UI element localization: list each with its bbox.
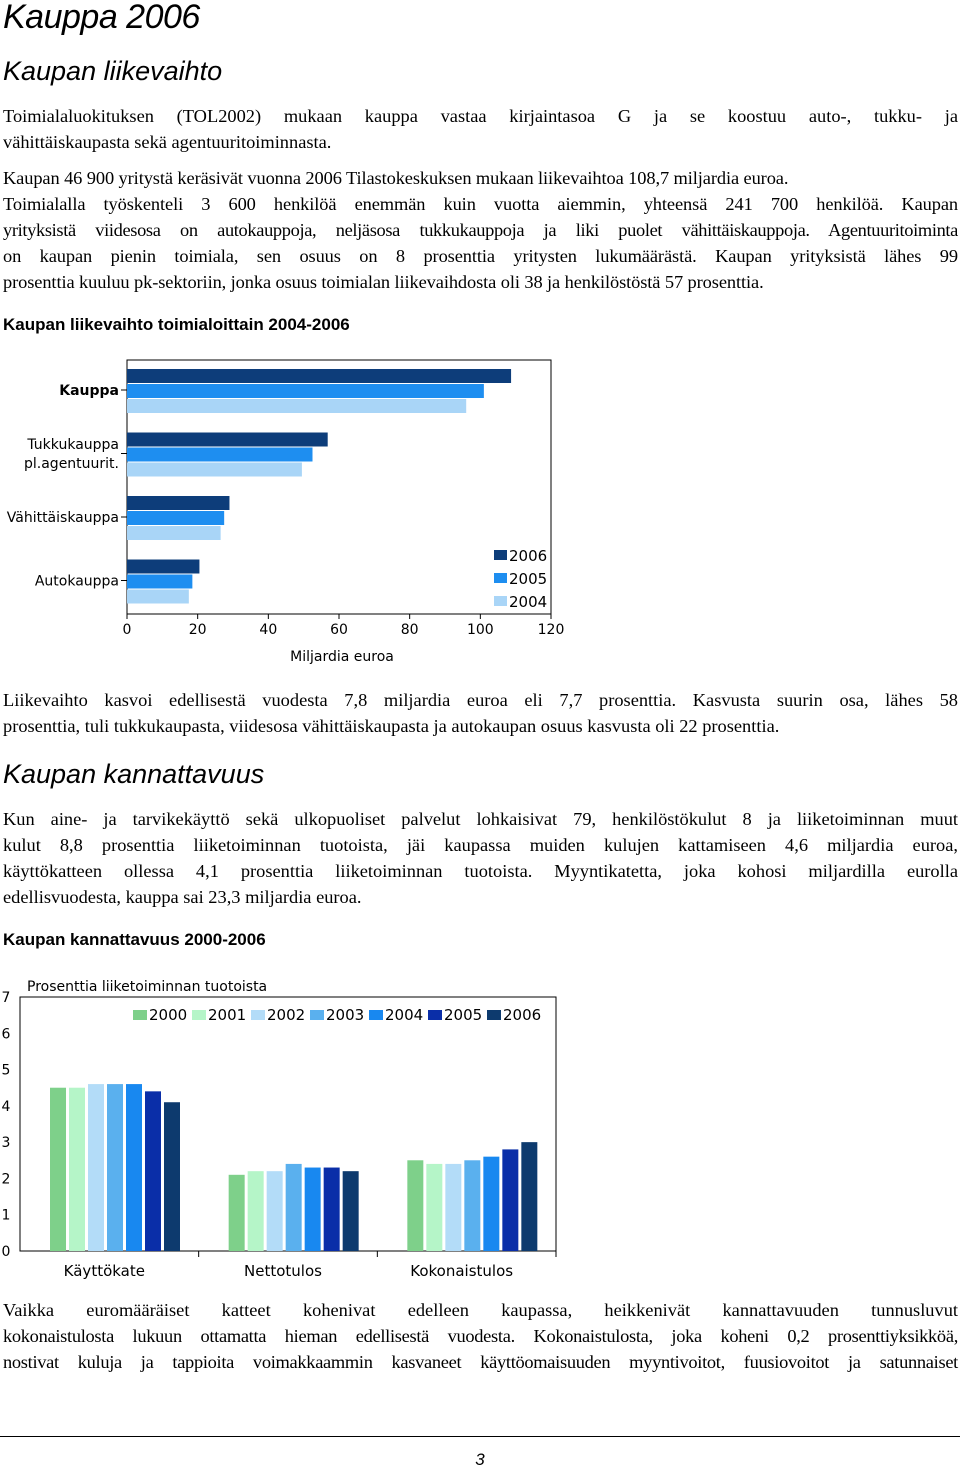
category-label: pl.agentuurit.	[24, 456, 119, 472]
bar-2005	[127, 384, 484, 398]
bar-2003	[107, 1084, 123, 1251]
chart-liikevaihto	[0, 350, 600, 680]
category-label: Vähittäiskauppa	[6, 510, 119, 526]
bar-2004	[127, 526, 221, 540]
legend-label: 2004	[509, 593, 548, 611]
y-tick-label: 6	[1, 1026, 11, 1043]
paragraph-katteet	[3, 1297, 958, 1375]
bar-2000	[50, 1088, 66, 1251]
bar-2006	[127, 433, 328, 447]
bar-2006	[127, 496, 229, 510]
legend-label: 2003	[326, 1006, 365, 1024]
bar-2004	[305, 1168, 321, 1251]
bar-2005	[324, 1168, 340, 1251]
text-line: Kaupan 46 900 yritystä keräsivät vuonna 2006 Tilastokeskuksen mukaan liikevaihtoa 108,7 miljardia euroa.	[3, 168, 789, 188]
legend-swatch	[369, 1010, 383, 1020]
text-line: Toimialalla työskenteli 3 600 henkilöä enemmän kuin vuotta aiemmin, yhteensä 241 700 henkilöä. Kaupan	[3, 194, 958, 214]
legend-label: 2006	[503, 1006, 542, 1024]
bar-2004	[126, 1084, 142, 1251]
bar-2003	[464, 1160, 480, 1251]
text-line: yrityksistä viidesosa on autokauppoja, neljäsosa tukkukauppoja ja liki puolet vähittäiskauppoja. Agentuuritoiminta	[3, 220, 958, 240]
bar-2002	[445, 1164, 461, 1251]
bar-2005	[502, 1149, 518, 1251]
bar-2004	[127, 590, 189, 604]
y-tick-label: 5	[1, 1062, 11, 1079]
y-tick-label: 3	[1, 1135, 11, 1152]
text-line: kokonaistulosta lukuun ottamatta hieman edellisestä vuodesta. Kokonaistulosta, joka koheni 0,2 prosenttiyksikköä,	[3, 1326, 958, 1346]
section-heading-kannattavuus: Kaupan kannattavuus	[3, 759, 265, 789]
bar-2003	[286, 1164, 302, 1251]
y-tick-label: 0	[1, 1244, 11, 1260]
bar-2000	[407, 1160, 423, 1251]
bar-2004	[127, 399, 466, 413]
bar-2006	[127, 369, 511, 383]
bar-2001	[69, 1088, 85, 1251]
section-heading-liikevaihto: Kaupan liikevaihto	[3, 56, 223, 86]
x-tick-label: 0	[122, 622, 132, 638]
paragraph-intro	[3, 103, 958, 155]
category-label: Autokauppa	[34, 573, 119, 590]
category-label: Kokonaistulos	[410, 1262, 514, 1280]
y-tick-label: 1	[1, 1207, 11, 1224]
y-tick-label: 4	[1, 1098, 11, 1115]
text-line: Toimialaluokituksen (TOL2002) mukaan kauppa vastaa kirjaintasoa G ja se koostuu auto-, tukku- ja	[3, 106, 958, 126]
legend-swatch	[494, 550, 507, 560]
bar-2000	[229, 1175, 245, 1251]
text-line: prosenttia kuuluu pk-sektoriin, jonka osuus toimialan liikevaihdosta oli 38 ja henkilöstöstä 57 prosenttia.	[3, 272, 764, 292]
text-line: edellisvuodesta, kauppa sai 23,3 miljardia euroa.	[3, 887, 362, 907]
text-line: Vaikka euromääräiset katteet kohenivat edelleen kaupassa, heikkenivät kannattavuuden tunnusluvut	[3, 1300, 958, 1320]
bar-2006	[521, 1142, 537, 1251]
chart-subtitle: Prosenttia liiketoiminnan tuotoista	[27, 979, 268, 995]
bar-2005	[127, 575, 192, 589]
bar-2002	[88, 1084, 104, 1251]
x-tick-label: 20	[188, 622, 207, 638]
paragraph-kannattavuus	[3, 806, 958, 910]
bar-2005	[127, 448, 313, 462]
bar-2005	[127, 511, 224, 525]
legend-swatch	[133, 1010, 147, 1020]
bar-2006	[164, 1102, 180, 1251]
legend-label: 2005	[509, 570, 548, 588]
x-tick-label: 60	[330, 622, 348, 638]
text-line: kulut 8,8 prosenttia liiketoiminnan tuotoista, jäi kaupassa muiden kulujen kattamiseen 4,6 miljardia euroa,	[3, 835, 958, 855]
bar-2001	[426, 1164, 442, 1251]
text-line: on kaupan pienin toimiala, sen osuus on 8 prosenttia yritysten lukumäärästä. Kaupan yrityksistä lähes 99	[3, 246, 958, 266]
x-axis-label: Miljardia euroa	[290, 649, 394, 665]
bar-2006	[343, 1171, 359, 1251]
legend-label: 2000	[149, 1006, 188, 1024]
document-title: Kauppa 2006	[3, 0, 200, 36]
legend-swatch	[428, 1010, 442, 1020]
legend-swatch	[487, 1010, 501, 1020]
x-tick-label: 40	[259, 622, 278, 638]
y-tick-label: 7	[1, 990, 11, 1006]
text-line: Kun aine- ja tarvikekäyttö sekä ulkopuoliset palvelut lohkaisivat 79, henkilöstökulut 8 ja liiketoiminnan muut	[3, 809, 958, 829]
legend-swatch	[310, 1010, 324, 1020]
category-label: Käyttökate	[63, 1262, 145, 1280]
footer-rule	[0, 1436, 960, 1437]
legend-label: 2001	[208, 1006, 247, 1024]
x-tick-label: 120	[537, 622, 565, 638]
category-label: Tukkukauppa	[27, 437, 119, 453]
bar-2004	[127, 463, 302, 477]
legend-swatch	[494, 596, 507, 606]
legend-swatch	[192, 1010, 206, 1020]
text-line: Liikevaihto kasvoi edellisestä vuodesta 7,8 miljardia euroa eli 7,7 prosenttia. Kasvusta suurin osa, lähes 58	[3, 690, 958, 710]
legend-swatch	[494, 573, 507, 583]
paragraph-kasvu	[3, 687, 958, 739]
legend-label: 2005	[444, 1006, 483, 1024]
x-tick-label: 100	[466, 622, 494, 638]
y-tick-label: 2	[1, 1171, 11, 1188]
bar-2001	[248, 1171, 264, 1251]
chart-title-kannattavuus: Kaupan kannattavuus 2000-2006	[3, 930, 266, 949]
text-line: vähittäiskaupasta sekä agentuuritoiminnasta.	[3, 132, 332, 152]
x-tick-label: 80	[400, 622, 419, 638]
category-label: Nettotulos	[244, 1262, 322, 1280]
chart-title-liikevaihto: Kaupan liikevaihto toimialoittain 2004-2006	[3, 315, 350, 334]
category-label: Kauppa	[59, 383, 119, 399]
text-line: prosenttia, tuli tukkukaupasta, viidesosa vähittäiskaupasta ja autokaupan osuus kasvusta oli 22 prosenttia.	[3, 716, 780, 736]
legend-label: 2004	[385, 1006, 424, 1024]
text-line: nostivat kuluja ja tappioita voimakkaammin kasvaneet käyttöomaisuuden myyntivoitot, fuusiovoitot ja satunnaiset	[3, 1352, 958, 1372]
legend-swatch	[251, 1010, 265, 1020]
bar-2006	[127, 560, 199, 574]
text-line: käyttökatteen ollessa 4,1 prosenttia liiketoiminnan tuotoista. Myyntikatetta, joka kohosi miljardilla eurolla	[3, 861, 958, 881]
bar-2004	[483, 1157, 499, 1251]
bar-2005	[145, 1091, 161, 1251]
bar-2002	[267, 1171, 283, 1251]
legend-label: 2006	[509, 547, 548, 565]
legend-label: 2002	[267, 1006, 306, 1024]
chart-kannattavuus	[0, 968, 600, 1288]
paragraph-liikevaihto	[3, 165, 958, 295]
page-number: 3	[475, 1450, 485, 1469]
